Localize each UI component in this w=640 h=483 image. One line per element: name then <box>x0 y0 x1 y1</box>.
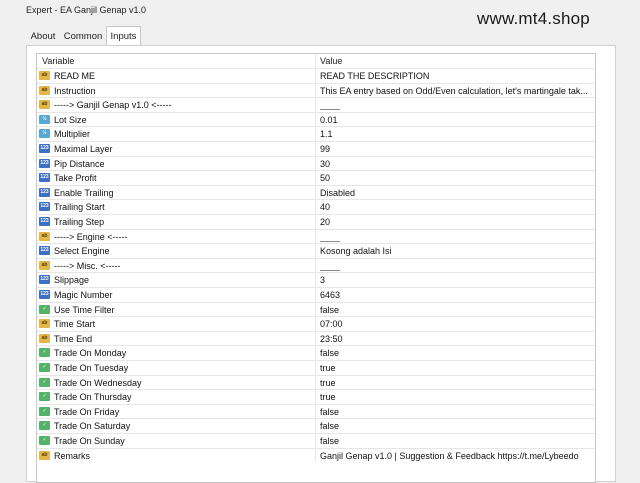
table-row[interactable] <box>37 448 595 463</box>
tab-inputs[interactable]: Inputs <box>106 26 141 45</box>
table-row[interactable] <box>37 243 595 258</box>
row-variable-name: -----> Misc. <----- <box>54 260 121 271</box>
row-value[interactable]: 40 <box>320 202 331 213</box>
bool-type-icon: ✓ <box>39 436 50 445</box>
row-value[interactable]: Kosong adalah Isi <box>320 246 392 257</box>
string-type-icon: ab <box>39 232 50 241</box>
row-value[interactable]: This EA entry based on Odd/Even calculation, let's martingale tak... <box>320 85 588 96</box>
row-variable-name: Enable Trailing <box>54 187 114 198</box>
double-type-icon: ½ <box>39 115 50 124</box>
table-row[interactable] <box>37 156 595 171</box>
inputs-table <box>36 53 596 483</box>
row-value[interactable]: 0.01 <box>320 114 338 125</box>
row-value[interactable]: 6463 <box>320 290 341 300</box>
table-row[interactable] <box>37 229 595 244</box>
table-row[interactable] <box>37 170 595 185</box>
row-value[interactable]: false <box>320 436 340 446</box>
row-variable-name: Remarks <box>54 450 91 461</box>
table-row[interactable] <box>37 141 595 156</box>
row-value[interactable]: 23:50 <box>320 333 343 344</box>
bool-type-icon: ✓ <box>39 305 50 314</box>
row-variable-name: Maximal Layer <box>54 144 113 154</box>
row-variable-name: Trade On Monday <box>54 348 127 359</box>
row-value[interactable]: 1.1 <box>320 129 333 140</box>
row-variable-name: Slippage <box>54 275 90 286</box>
table-row[interactable] <box>37 331 595 346</box>
bool-type-icon: ✓ <box>39 363 50 372</box>
integer-type-icon: 123 <box>40 174 49 181</box>
row-variable-name: Take Profit <box>54 173 97 184</box>
string-type-icon: ab <box>39 451 50 460</box>
row-value[interactable]: 3 <box>320 275 326 286</box>
row-value[interactable]: 99 <box>320 144 331 154</box>
bool-type-icon: ✓ <box>39 348 50 357</box>
string-type-icon: ab <box>39 319 50 328</box>
header-variable[interactable]: Variable <box>42 56 75 66</box>
row-variable-name: Trade On Wednesday <box>54 377 142 388</box>
row-value[interactable]: Disabled <box>320 187 356 198</box>
row-variable-name: Trade On Saturday <box>54 421 131 432</box>
table-row[interactable] <box>37 272 595 287</box>
tab-common[interactable]: Common <box>63 31 103 42</box>
watermark-text: www.mt4.shop <box>477 9 590 28</box>
bool-type-icon: ✓ <box>39 407 50 416</box>
integer-type-icon: 123 <box>40 291 49 297</box>
table-row[interactable] <box>37 214 595 229</box>
row-variable-name: Trailing Start <box>54 202 105 213</box>
row-variable-name: -----> Engine <----- <box>54 231 128 242</box>
row-variable-name: Trade On Thursday <box>54 392 132 403</box>
row-variable-name: Multiplier <box>54 129 91 140</box>
string-type-icon: ab <box>39 100 50 109</box>
row-variable-name: Time End <box>54 333 93 344</box>
row-variable-name: Lot Size <box>54 114 87 125</box>
row-value[interactable]: 30 <box>320 158 331 169</box>
string-type-icon: ab <box>39 261 50 270</box>
row-value[interactable]: READ THE DESCRIPTION <box>320 71 430 81</box>
row-variable-name: -----> Ganjil Genap v1.0 <----- <box>54 100 172 111</box>
row-value[interactable]: ____ <box>320 260 341 271</box>
table-row[interactable] <box>37 316 595 331</box>
string-type-icon: ab <box>39 334 50 343</box>
integer-type-icon: 123 <box>40 159 49 166</box>
row-variable-name: READ ME <box>54 71 96 81</box>
bool-type-icon: ✓ <box>39 421 50 430</box>
table-row[interactable] <box>37 389 595 404</box>
double-type-icon: ½ <box>39 129 50 138</box>
string-type-icon: ab <box>39 71 50 80</box>
bool-type-icon: ✓ <box>39 378 50 387</box>
table-row[interactable] <box>37 375 595 390</box>
row-value[interactable]: false <box>320 406 340 417</box>
table-row[interactable] <box>37 404 595 419</box>
row-value[interactable]: 07:00 <box>320 319 343 330</box>
integer-type-icon: 123 <box>40 188 49 195</box>
integer-type-icon: 123 <box>40 276 49 283</box>
row-value[interactable]: ____ <box>320 100 341 111</box>
row-variable-name: Trade On Tuesday <box>54 363 129 373</box>
header-value[interactable]: Value <box>320 56 343 66</box>
table-row[interactable] <box>37 68 595 83</box>
bool-type-icon: ✓ <box>39 392 50 401</box>
table-row[interactable] <box>37 302 595 317</box>
row-value[interactable]: true <box>320 392 336 403</box>
row-value[interactable]: true <box>320 377 336 388</box>
string-type-icon: ab <box>39 86 50 95</box>
table-row[interactable] <box>37 360 595 375</box>
integer-type-icon: 123 <box>40 203 49 210</box>
row-value[interactable]: true <box>320 363 336 373</box>
window-title: Expert - EA Ganjil Genap v1.0 <box>26 5 147 15</box>
table-row[interactable] <box>37 126 595 141</box>
row-variable-name: Trailing Step <box>54 217 105 227</box>
row-variable-name: Select Engine <box>54 246 110 257</box>
integer-type-icon: 123 <box>40 145 49 151</box>
row-value[interactable]: 50 <box>320 173 331 184</box>
table-row[interactable] <box>37 418 595 433</box>
table-row[interactable] <box>37 185 595 200</box>
row-value[interactable]: Ganjil Genap v1.0 | Suggestion & Feedback https://t.me/Lybeedo <box>320 450 579 461</box>
row-variable-name: Instruction <box>54 85 96 96</box>
table-row[interactable] <box>37 97 595 112</box>
integer-type-icon: 123 <box>40 218 49 224</box>
row-value[interactable]: 20 <box>320 217 331 227</box>
tab-about[interactable]: About <box>30 31 56 42</box>
row-value[interactable]: false <box>320 421 340 432</box>
table-row[interactable] <box>37 199 595 214</box>
table-row[interactable] <box>37 345 595 360</box>
row-value[interactable]: false <box>320 348 340 359</box>
row-variable-name: Trade On Sunday <box>54 436 125 446</box>
table-row[interactable] <box>37 287 595 302</box>
inputs-panel <box>26 45 616 482</box>
row-value[interactable]: ____ <box>320 231 341 242</box>
table-row[interactable] <box>37 83 595 98</box>
table-row[interactable] <box>37 433 595 448</box>
table-row[interactable] <box>37 258 595 273</box>
integer-type-icon: 123 <box>40 247 49 254</box>
row-variable-name: Use Time Filter <box>54 304 115 315</box>
table-header <box>37 54 595 68</box>
row-variable-name: Magic Number <box>54 290 113 300</box>
row-variable-name: Time Start <box>54 319 96 330</box>
row-variable-name: Pip Distance <box>54 158 105 169</box>
row-value[interactable]: false <box>320 304 340 315</box>
table-row[interactable] <box>37 112 595 127</box>
row-variable-name: Trade On Friday <box>54 406 120 417</box>
